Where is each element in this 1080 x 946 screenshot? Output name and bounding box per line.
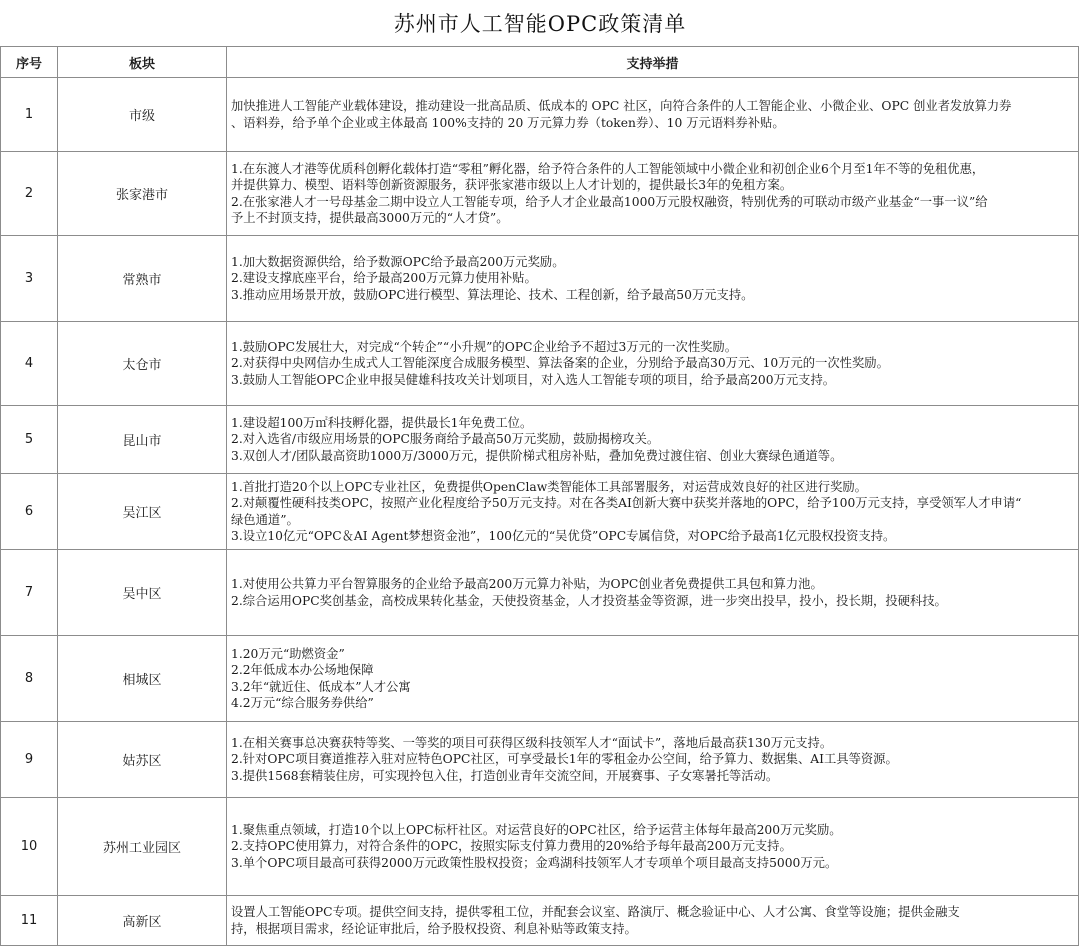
row-index: 3 [1,236,58,322]
measure-line: 1.鼓励OPC发展壮大，对完成“个转企”“小升规”的OPC企业给予不超过3万元的一次性奖励。 [231,339,738,354]
measure-line: 1.在相关赛事总决赛获特等奖、一等奖的项目可获得区级科技领军人才“面试卡”，落地后最高获130万元支持。 [231,735,833,750]
row-measures [227,896,1079,946]
row-area: 张家港市 [58,152,227,236]
measure-line: 2.对获得中央网信办生成式人工智能深度合成服务模型、算法备案的企业，分别给予最高30万元、10万元的一次性奖励。 [231,356,889,371]
row-index: 6 [1,474,58,550]
measure-line: 1.加大数据资源供给，给予数源OPC给予最高200万元奖励。 [231,254,565,269]
row-index: 9 [1,722,58,798]
measure-line: 2.2年低成本办公场地保障 [231,663,374,678]
row-area: 吴江区 [58,474,227,550]
table-row [1,896,1079,946]
measure-line: 2.对入选省/市级应用场景的OPC服务商给予最高50万元奖励，鼓励揭榜攻关。 [231,432,660,447]
row-index: 4 [1,322,58,406]
row-area: 太仓市 [58,322,227,406]
measure-line: 持，根据项目需求，经论证审批后，给予股权投资、利息补贴等政策支持。 [231,921,637,936]
row-index: 1 [1,78,58,152]
measure-line: 1.首批打造20个以上OPC专业社区，免费提供OpenClaw类智能体工具部署服务，对运营成效良好的社区进行奖励。 [231,479,867,494]
measure-line: 2.建设支撑底座平台，给予最高200万元算力使用补贴。 [231,271,537,286]
row-area: 吴中区 [58,550,227,636]
row-measures [227,798,1079,896]
table-row [1,550,1079,636]
measure-line: 并提供算力、模型、语料等创新资源服务，获评张家港市级以上人才计划的，提供最长3年的免租方案。 [231,178,793,193]
table-row [1,474,1079,550]
measure-line: 1.建设超100万㎡科技孵化器，提供最长1年免费工位。 [231,415,533,430]
measure-line: 绿色通道”。 [231,512,299,527]
row-measures [227,722,1079,798]
measure-line: 1.对使用公共算力平台智算服务的企业给予最高200万元算力补贴，为OPC创业者免费提供工具包和算力池。 [231,577,823,592]
measure-line: 3.提供1568套精装住房，可实现拎包入住，打造创业青年交流空间，开展赛事、子女寒暑托等活动。 [231,768,779,783]
table-row [1,78,1079,152]
measure-line: 3.双创人才/团队最高资助1000万/3000万元，提供阶梯式租房补贴，叠加免费过渡住宿、创业大赛绿色通道等。 [231,448,843,463]
row-measures [227,550,1079,636]
table-header-row [1,47,1079,78]
policy-table [0,46,1079,946]
measure-line: 加快推进人工智能产业载体建设，推动建设一批高品质、低成本的 OPC 社区，向符合条件的人工智能企业、小微企业、OPC 创业者发放算力券 [231,99,1012,114]
table-row [1,636,1079,722]
measure-line: 予上不封顶支持，提供最高3000万元的“人才贷”。 [231,210,509,225]
table-row [1,798,1079,896]
measure-line: 设置人工智能OPC专项。提供空间支持，提供零租工位，并配套会议室、路演厅、概念验证中心、人才公寓、食堂等设施；提供金融支 [231,905,960,920]
measure-line: 3.鼓励人工智能OPC企业申报吴健雄科技攻关计划项目，对入选人工智能专项的项目，给予最高200万元支持。 [231,372,836,387]
table-row [1,152,1079,236]
measure-line: 1.聚焦重点领域，打造10个以上OPC标杆社区。对运营良好的OPC社区，给予运营主体每年最高200万元奖励。 [231,822,842,837]
measure-line: 、语料券，给予单个企业或主体最高 100%支持的 20 万元算力券（token券）、10 万元语料券补贴。 [231,115,785,130]
measure-line: 1.在东渡人才港等优质科创孵化载体打造“零租”孵化器，给予符合条件的人工智能领域中小微企业和初创企业6个月至1年不等的免租优惠， [231,161,985,176]
measure-line: 2.针对OPC项目赛道推荐入驻对应特色OPC社区，可享受最长1年的零租金办公空间，给予算力、数据集、AI工具等资源。 [231,752,898,767]
row-index: 5 [1,406,58,474]
measure-line: 3.2年“就近住、低成本”人才公寓 [231,679,411,694]
row-area: 昆山市 [58,406,227,474]
row-measures [227,78,1079,152]
row-index: 10 [1,798,58,896]
header-measures: 支持举措 [227,47,1079,78]
row-measures [227,322,1079,406]
measure-line: 1.20万元“助燃资金” [231,646,345,661]
row-index: 2 [1,152,58,236]
row-area: 相城区 [58,636,227,722]
row-index: 11 [1,896,58,946]
table-row [1,322,1079,406]
measure-line: 3.设立10亿元“OPC＆AI Agent梦想资金池”，100亿元的“吴优贷”OPC专属信贷，对OPC给予最高1亿元股权投资支持。 [231,528,896,543]
row-area: 姑苏区 [58,722,227,798]
header-area: 板块 [58,47,227,78]
row-measures [227,152,1079,236]
table-row [1,236,1079,322]
measure-line: 2.在张家港人才一号母基金二期中设立人工智能专项，给予人才企业最高1000万元股权融资，特别优秀的可联动市级产业基金“一事一议”给 [231,194,988,209]
table-row [1,722,1079,798]
measure-line: 2.综合运用OPC奖创基金，高校成果转化基金，天使投资基金，人才投资基金等资源，进一步突出投早，投小，投长期，投硬科技。 [231,593,947,608]
row-measures [227,636,1079,722]
table-row [1,406,1079,474]
measure-line: 2.支持OPC使用算力，对符合条件的OPC，按照实际支付算力费用的20%给予每年最高200万元支持。 [231,839,792,854]
measure-line: 2.对颠覆性硬科技类OPC，按照产业化程度给予50万元支持。对在各类AI创新大赛中获奖并落地的OPC，给予100万元支持，享受领军人才申请“ [231,496,1022,511]
row-measures [227,406,1079,474]
row-measures [227,474,1079,550]
row-index: 7 [1,550,58,636]
row-area: 常熟市 [58,236,227,322]
row-area: 市级 [58,78,227,152]
row-index: 8 [1,636,58,722]
row-area: 苏州工业园区 [58,798,227,896]
row-measures [227,236,1079,322]
header-index: 序号 [1,47,58,78]
row-area: 高新区 [58,896,227,946]
measure-line: 3.单个OPC项目最高可获得2000万元政策性股权投资；金鸡湖科技领军人才专项单个项目最高支持5000万元。 [231,855,838,870]
measure-line: 3.推动应用场景开放，鼓励OPC进行模型、算法理论、技术、工程创新，给予最高50万元支持。 [231,287,754,302]
measure-line: 4.2万元“综合服务券供给” [231,695,374,710]
page-title: 苏州市人工智能OPC政策清单 [393,12,687,36]
